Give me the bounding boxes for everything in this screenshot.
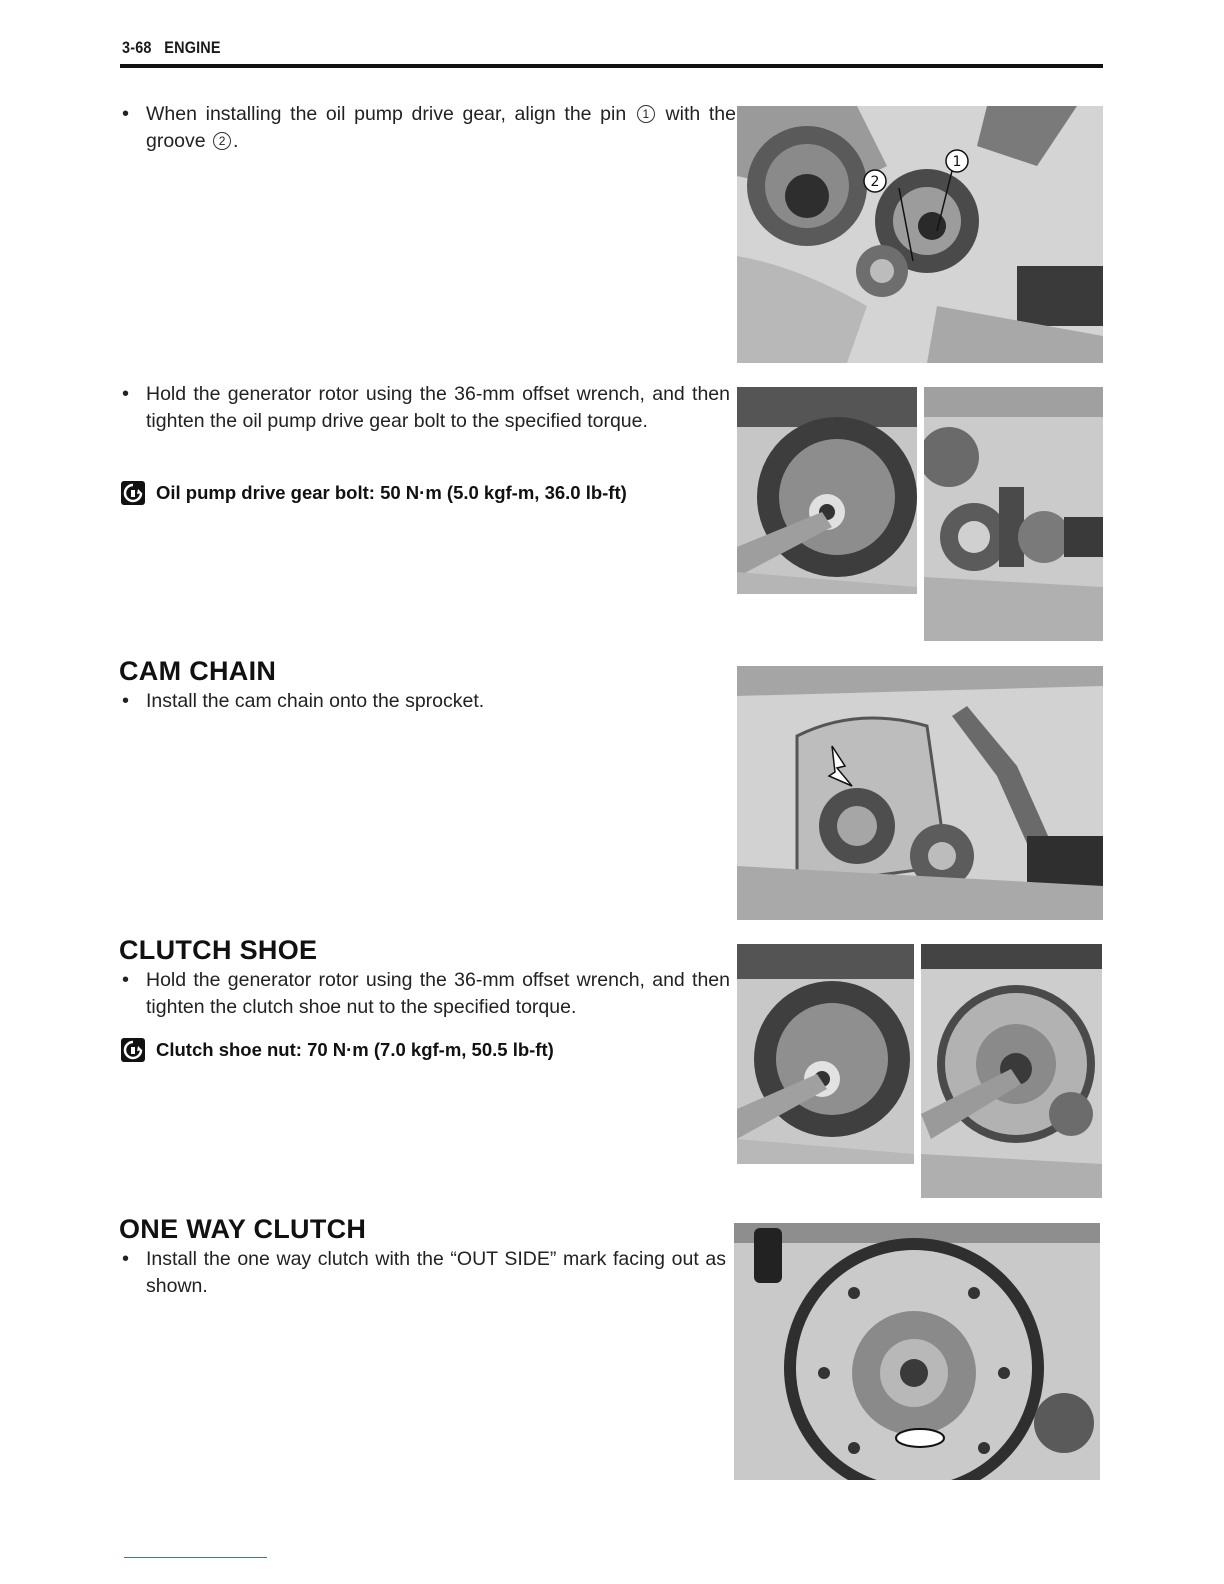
section-title: ENGINE — [164, 38, 221, 57]
photo-clutch-rotor-wrench — [737, 944, 914, 1164]
page-header — [122, 38, 221, 58]
heading-one-way-clutch: ONE WAY CLUTCH — [119, 1214, 367, 1244]
heading-cam-chain: CAM CHAIN — [119, 656, 277, 686]
photo-clutch-shoe-nut — [921, 944, 1102, 1198]
bullet-cam-chain: • Install the cam chain onto the sprocket. — [120, 688, 730, 715]
footer-link-line — [124, 1557, 267, 1558]
torque-spec-text: Clutch shoe nut: 70 N·m (7.0 kgf-m, 50.5 lb-ft) — [156, 1039, 554, 1060]
figure-callout-2: 2 — [870, 174, 880, 190]
torque-spec-oil-pump — [120, 480, 627, 506]
photo-oil-pump-gear-bolt — [924, 387, 1103, 641]
bullet-oil-pump-pin — [120, 101, 736, 155]
torque-spec-text: Oil pump drive gear bolt: 50 N·m (5.0 kgf-m, 36.0 lb-ft) — [156, 482, 627, 503]
bullet-clutch-shoe: • Hold the generator rotor using the 36-mm offset wrench, and then tighten the clutch shoe nut to the specified torque. — [120, 967, 730, 1021]
callout-ref-2: 2 — [213, 132, 231, 150]
torque-spec-clutch-shoe — [120, 1037, 554, 1063]
bullet-text-part: When installing the oil pump drive gear, align the pin — [146, 103, 635, 125]
photo-cam-chain-sprocket — [737, 666, 1103, 920]
callout-ref-1: 1 — [637, 105, 655, 123]
bullet-text-part: with the groove — [146, 103, 736, 152]
header-rule — [120, 64, 1103, 68]
photo-generator-rotor-wrench — [737, 387, 917, 594]
heading-clutch-shoe: CLUTCH SHOE — [119, 935, 318, 965]
photo-oil-pump-gear — [737, 106, 1103, 363]
figure-callout-1: 1 — [952, 154, 962, 170]
torque-wrench-icon — [120, 1037, 146, 1063]
page-number: 3-68 — [122, 38, 152, 57]
bullet-text-part: . — [233, 130, 239, 152]
bullet-oil-pump-bolt: • Hold the generator rotor using the 36-mm offset wrench, and then tighten the oil pump drive gear bolt to the specified torque. — [120, 381, 730, 435]
bullet-one-way-clutch: • Install the one way clutch with the “OUT SIDE” mark facing out as shown. — [120, 1246, 726, 1300]
photo-one-way-clutch — [734, 1223, 1100, 1480]
torque-wrench-icon — [120, 480, 146, 506]
